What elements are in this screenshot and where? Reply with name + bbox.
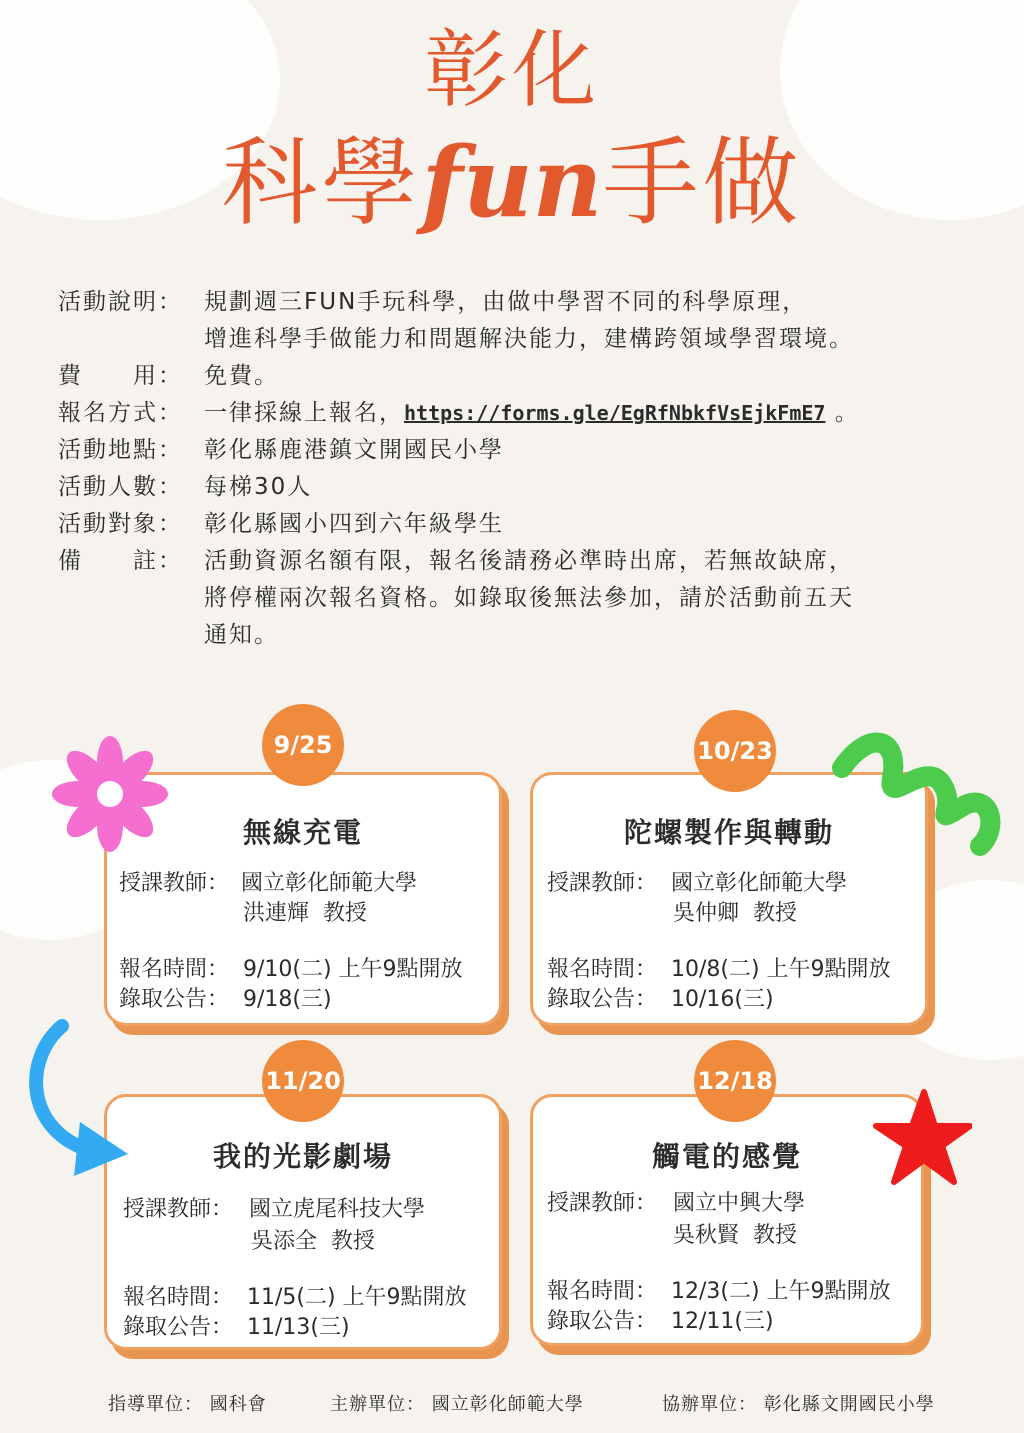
signup-prefix: 一律採線上報名， <box>204 400 404 426</box>
info-block <box>58 284 988 654</box>
arrow-icon <box>18 1018 138 1188</box>
session-date-badge: 12/18 <box>694 1040 776 1122</box>
info-label: 活動對象： <box>58 511 183 537</box>
info-line: 增進科學手做能力和問題解決能力，建構跨領域學習環境。 <box>204 326 854 352</box>
session-teacher-label: 授課教師： <box>119 871 230 896</box>
session-title: 無線充電 <box>242 816 363 849</box>
info-value: 彰化縣鹿港鎮文開國民小學 <box>204 437 504 463</box>
session-date-badge: 9/25 <box>262 704 344 786</box>
title-part: 手做 <box>602 127 803 239</box>
session-signup: 報名時間： 9/10(二) 上午9點開放 <box>119 957 463 982</box>
info-row-location <box>58 432 988 469</box>
info-value: 免費。 <box>204 363 279 389</box>
info-row-capacity <box>58 469 988 506</box>
session-signup: 報名時間： 11/5(二) 上午9點開放 <box>123 1285 467 1310</box>
session-teacher-org: 國立彰化師範大學 <box>671 871 848 896</box>
session-announce: 錄取公告： 12/11(三) <box>547 1309 774 1334</box>
info-label: 活動人數： <box>58 474 183 500</box>
info-row-description <box>58 284 988 358</box>
session-date-badge: 10/23 <box>694 710 776 792</box>
squiggle-icon <box>830 728 1010 858</box>
session-teacher-org: 國立虎尾科技大學 <box>249 1197 426 1222</box>
info-row-audience <box>58 506 988 543</box>
info-label: 活動地點： <box>58 437 183 463</box>
session-teacher-name: 吳添全 教授 <box>251 1229 375 1254</box>
info-label: 活動說明： <box>58 289 183 315</box>
session-teacher-label: 授課教師： <box>123 1197 234 1222</box>
signup-link[interactable]: https://forms.gle/EgRfNbkfVsEjkFmE7 <box>404 401 826 425</box>
footer-guide: 指導單位： 國科會 <box>108 1394 267 1415</box>
info-value: 每梯30人 <box>204 474 313 500</box>
session-title: 我的光影劇場 <box>212 1140 393 1173</box>
session-teacher-name: 吳秋賢 教授 <box>673 1223 797 1248</box>
info-value <box>204 284 988 358</box>
info-value <box>204 543 988 654</box>
page-title-line2 <box>0 128 1024 238</box>
info-row-fee <box>58 358 988 395</box>
session-teacher-org: 國立彰化師範大學 <box>241 871 418 896</box>
session-announce: 錄取公告： 11/13(三) <box>123 1315 350 1340</box>
title-fun: fun <box>421 126 603 239</box>
info-value: 彰化縣國小四到六年級學生 <box>204 511 504 537</box>
flower-icon <box>50 734 170 854</box>
session-teacher-label: 授課教師： <box>547 1191 658 1216</box>
session-teacher-name: 吳仲卿 教授 <box>673 901 797 926</box>
session-signup: 報名時間： 10/8(二) 上午9點開放 <box>547 957 891 982</box>
info-label: 備 註： <box>58 548 183 574</box>
info-row-signup <box>58 395 988 432</box>
star-icon <box>872 1088 972 1188</box>
page-title-line1: 彰化 <box>423 21 600 119</box>
session-title: 陀螺製作與轉動 <box>623 816 834 849</box>
info-line: 通知。 <box>204 622 279 648</box>
session-announce: 錄取公告： 10/16(三) <box>547 987 774 1012</box>
title-part: 科學 <box>221 127 422 239</box>
info-line: 將停權兩次報名資格。如錄取後無法參加，請於活動前五天 <box>204 585 854 611</box>
info-line: 規劃週三FUN手玩科學，由做中學習不同的科學原理， <box>204 289 808 315</box>
session-card <box>530 1094 924 1346</box>
info-label: 報名方式： <box>58 400 183 426</box>
info-line: 活動資源名額有限，報名後請務必準時出席，若無故缺席， <box>204 548 854 574</box>
session-date-badge: 11/20 <box>262 1040 344 1122</box>
session-card <box>104 1094 502 1350</box>
session-signup: 報名時間： 12/3(二) 上午9點開放 <box>547 1279 891 1304</box>
session-teacher-org: 國立中興大學 <box>673 1191 806 1216</box>
footer-co: 協辦單位： 彰化縣文開國民小學 <box>662 1394 935 1415</box>
info-row-notes <box>58 543 988 654</box>
session-announce: 錄取公告： 9/18(三) <box>119 987 332 1012</box>
session-teacher-name: 洪連輝 教授 <box>243 901 367 926</box>
signup-suffix: 。 <box>825 400 860 426</box>
session-title: 觸電的感覺 <box>651 1140 802 1173</box>
info-label: 費 用： <box>58 363 183 389</box>
session-teacher-label: 授課教師： <box>547 871 658 896</box>
info-value <box>204 395 988 432</box>
footer-host: 主辦單位： 國立彰化師範大學 <box>330 1394 584 1415</box>
